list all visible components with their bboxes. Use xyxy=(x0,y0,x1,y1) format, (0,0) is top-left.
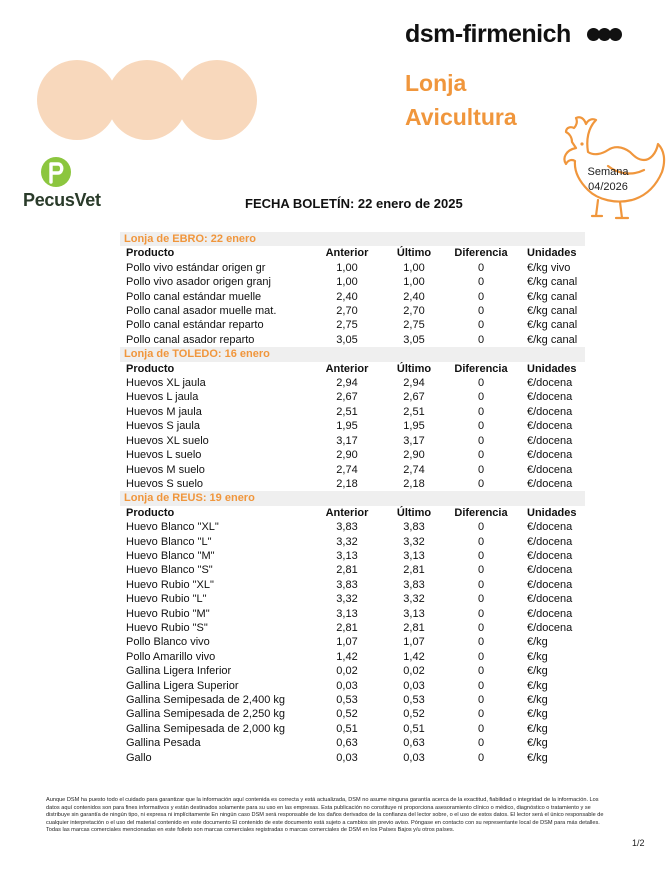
table-row xyxy=(120,549,585,563)
section-title: Lonja de TOLEDO: 16 enero xyxy=(120,347,585,361)
table-cell: 0,51 xyxy=(403,722,425,735)
table-cell: Huevos XL jaula xyxy=(126,377,206,390)
table-cell: 0 xyxy=(477,521,485,534)
table-cell: 0 xyxy=(477,694,485,706)
table-cell: €/docena xyxy=(527,578,573,591)
table-cell: Pollo vivo asador origen granj xyxy=(126,276,271,289)
table-cell: Pollo canal estándar muelle xyxy=(126,290,262,303)
page-title-line2: Avicultura xyxy=(405,104,517,130)
section-title: Lonja de EBRO: 22 enero xyxy=(120,232,585,246)
table-row xyxy=(120,693,585,707)
table-cell: 2,81 xyxy=(336,621,358,634)
table-cell: 3,13 xyxy=(403,607,425,620)
table-cell: 0 xyxy=(477,607,485,620)
table-cell: 2,75 xyxy=(336,319,358,332)
table-cell: 0 xyxy=(477,593,485,606)
table-row xyxy=(120,463,585,477)
column-header: Anterior xyxy=(325,506,369,519)
table-cell: 2,81 xyxy=(403,621,425,634)
table-row xyxy=(120,419,585,433)
table-cell: Huevos L suelo xyxy=(126,449,202,462)
table-cell: €/docena xyxy=(527,434,573,447)
table-cell: 0 xyxy=(477,650,485,663)
week-label-text: Semana xyxy=(587,166,629,178)
table-cell: Gallina Ligera Superior xyxy=(126,679,239,692)
table-cell: 2,94 xyxy=(403,377,425,390)
table-cell: 2,51 xyxy=(403,405,425,418)
table-cell: 3,32 xyxy=(403,535,425,548)
table-cell: Pollo Amarillo vivo xyxy=(126,650,216,663)
table-cell: Huevos L jaula xyxy=(126,391,199,404)
table-cell: 2,81 xyxy=(336,564,358,577)
column-header: Anterior xyxy=(325,362,369,375)
table-cell: €/docena xyxy=(527,405,573,418)
table-cell: 2,74 xyxy=(403,463,425,476)
table-cell: Pollo canal asador muelle mat. xyxy=(126,305,277,318)
table-cell: €/docena xyxy=(527,564,573,577)
table-cell: 2,90 xyxy=(403,449,425,462)
table-row xyxy=(120,333,585,347)
column-header: Producto xyxy=(126,506,175,519)
table-cell: 3,32 xyxy=(336,593,358,606)
table-cell: 3,13 xyxy=(403,549,425,562)
table-cell: Pollo canal asador reparto xyxy=(126,333,255,346)
table-row xyxy=(120,679,585,693)
table-cell: €/kg canal xyxy=(527,333,578,346)
table-row xyxy=(120,707,585,721)
table-row xyxy=(120,275,585,289)
table-cell: €/kg xyxy=(527,636,548,649)
table-cell: 0 xyxy=(477,665,485,678)
column-header-row xyxy=(120,362,585,376)
page-title-line1: Lonja xyxy=(405,70,467,96)
table-cell: 1,00 xyxy=(403,276,425,289)
table-cell: 1,00 xyxy=(336,261,358,274)
table-cell: Gallina Semipesada de 2,000 kg xyxy=(126,722,285,735)
table-cell: 0,53 xyxy=(336,694,358,706)
table-cell: Gallina Pesada xyxy=(126,737,201,750)
table-row xyxy=(120,650,585,664)
column-header: Diferencia xyxy=(454,247,508,260)
table-cell: 2,70 xyxy=(336,305,358,318)
table-cell: 0,03 xyxy=(403,751,425,764)
table-cell: Gallina Semipesada de 2,400 kg xyxy=(126,694,285,706)
table-cell: €/kg canal xyxy=(527,276,578,289)
table-cell: 3,83 xyxy=(403,521,425,534)
section-title: Lonja de REUS: 19 enero xyxy=(120,491,585,505)
table-row xyxy=(120,535,585,549)
table-row xyxy=(120,448,585,462)
table-cell: €/docena xyxy=(527,535,573,548)
table-row xyxy=(120,722,585,736)
table-cell: 0,51 xyxy=(336,722,358,735)
table-cell: Pollo canal estándar reparto xyxy=(126,319,264,332)
table-cell: €/docena xyxy=(527,391,573,404)
table-cell: €/docena xyxy=(527,621,573,634)
table-cell: 0,63 xyxy=(336,737,358,750)
column-header: Producto xyxy=(126,362,175,375)
column-header-row xyxy=(120,506,585,520)
table-row xyxy=(120,621,585,635)
column-header: Unidades xyxy=(527,362,577,375)
table-cell: Huevos S suelo xyxy=(126,477,204,490)
table-cell: Gallina Semipesada de 2,250 kg xyxy=(126,708,285,721)
table-row xyxy=(120,261,585,275)
table-cell: €/kg xyxy=(527,722,548,735)
table-cell: 0 xyxy=(477,578,485,591)
table-cell: 3,32 xyxy=(336,535,358,548)
table-cell: 0 xyxy=(477,463,485,476)
table-cell: 3,83 xyxy=(336,578,358,591)
table-cell: 0 xyxy=(477,290,485,303)
brand-dots-icon xyxy=(587,28,620,46)
hen-icon xyxy=(558,104,669,224)
table-cell: 0 xyxy=(477,535,485,548)
table-cell: €/kg xyxy=(527,708,548,721)
table-cell: €/kg xyxy=(527,751,548,764)
decorative-circle xyxy=(37,60,117,140)
table-row xyxy=(120,290,585,304)
table-row xyxy=(120,520,585,534)
table-cell: Huevo Blanco "S" xyxy=(126,564,213,577)
table-cell: Huevo Rubio "M" xyxy=(126,607,210,620)
table-cell: Gallo xyxy=(126,751,152,764)
table-cell: 0 xyxy=(477,564,485,577)
table-cell: 0 xyxy=(477,276,485,289)
table-cell: 0 xyxy=(477,737,485,750)
table-row xyxy=(120,434,585,448)
table-cell: Huevo Rubio "L" xyxy=(126,593,207,606)
table-cell: €/docena xyxy=(527,377,573,390)
table-cell: Pollo Blanco vivo xyxy=(126,636,210,649)
table-cell: €/kg xyxy=(527,665,548,678)
pecusvet-logo-text: PecusVet xyxy=(23,190,101,210)
table-cell: Huevo Blanco "M" xyxy=(126,549,215,562)
section-header xyxy=(120,491,585,505)
table-cell: €/kg canal xyxy=(527,305,578,318)
table-cell: 0,52 xyxy=(403,708,425,721)
decorative-circle xyxy=(107,60,187,140)
table-cell: 0 xyxy=(477,708,485,721)
table-cell: 0 xyxy=(477,391,485,404)
table-cell: Huevos M jaula xyxy=(126,405,202,418)
pecusvet-logo-icon xyxy=(40,156,72,188)
table-cell: 2,81 xyxy=(403,564,425,577)
table-cell: 2,67 xyxy=(336,391,358,404)
table-row xyxy=(120,592,585,606)
table-cell: €/kg xyxy=(527,650,548,663)
table-cell: 3,17 xyxy=(336,434,358,447)
table-row xyxy=(120,563,585,577)
decorative-circle xyxy=(177,60,257,140)
table-cell: 0 xyxy=(477,377,485,390)
column-header: Unidades xyxy=(527,506,577,519)
table-cell: €/docena xyxy=(527,463,573,476)
table-cell: Huevo Rubio "XL" xyxy=(126,578,214,591)
table-cell: Pollo vivo estándar origen gr xyxy=(126,261,266,274)
table-cell: 2,40 xyxy=(336,290,358,303)
table-cell: 1,42 xyxy=(336,650,358,663)
table-cell: 3,13 xyxy=(336,607,358,620)
column-header: Unidades xyxy=(527,247,577,260)
column-header: Producto xyxy=(126,247,175,260)
table-cell: €/kg xyxy=(527,694,548,706)
table-cell: 3,83 xyxy=(336,521,358,534)
table-cell: 2,18 xyxy=(403,477,425,490)
table-cell: €/docena xyxy=(527,449,573,462)
column-header: Último xyxy=(396,506,432,519)
table-cell: 3,05 xyxy=(403,333,425,346)
week-label xyxy=(584,165,632,195)
table-cell: €/docena xyxy=(527,593,573,606)
table-cell: 0 xyxy=(477,751,485,764)
prices-table xyxy=(120,232,585,765)
bulletin-date: FECHA BOLETÍN: 22 enero de 2025 xyxy=(245,196,463,211)
table-cell: 2,40 xyxy=(403,290,425,303)
table-cell: 0 xyxy=(477,449,485,462)
table-cell: 1,07 xyxy=(336,636,358,649)
table-cell: €/docena xyxy=(527,521,573,534)
table-cell: 0 xyxy=(477,420,485,433)
table-cell: 0,03 xyxy=(336,751,358,764)
table-cell: €/docena xyxy=(527,477,573,490)
table-row xyxy=(120,376,585,390)
table-cell: Gallina Ligera Inferior xyxy=(126,665,232,678)
table-cell: 0 xyxy=(477,636,485,649)
column-header: Último xyxy=(396,247,432,260)
table-cell: 0 xyxy=(477,261,485,274)
table-cell: €/kg xyxy=(527,679,548,692)
disclaimer-text: Aunque DSM ha puesto todo el cuidado para garantizar que la información aquí contenida es correcta y está actualizada, DSM no asume ninguna garantía acerca de la exactitud, fiabilidad o integridad de la información. Los datos aquí contenidos son para fines informativos y están destinados solamente para su uso en las empresas. Esta publicación no constituye ni proporciona asesoramiento clínico o médico, diagnóstico o tratamiento y se distribuye sin garantía de ningún tipo, ni expresa ni implícitamente En ningún caso DSM será responsable de los daños derivados de la confianza del lector sobre, o el uso de estos datos. El lector será el único responsable de cualquier interpretación o el uso del material contenido en este documento El contenido de este documento está sujeto a cambios sin previo aviso. Póngase en contacto con su representante local de DSM para más detalles. Todas las marcas comerciales mencionadas en este folleto son marcas comerciales registradas o marcas comerciales de DSM en los Países Bajos y/u otros países. xyxy=(46,797,604,834)
table-cell: Huevos M suelo xyxy=(126,463,205,476)
table-cell: €/kg vivo xyxy=(527,261,571,274)
table-row xyxy=(120,318,585,332)
table-row xyxy=(120,578,585,592)
table-cell: €/docena xyxy=(527,607,573,620)
table-cell: 3,17 xyxy=(403,434,425,447)
table-cell: 3,05 xyxy=(336,333,358,346)
table-row xyxy=(120,751,585,765)
table-cell: €/kg xyxy=(527,737,548,750)
table-cell: 0 xyxy=(477,319,485,332)
table-cell: 2,90 xyxy=(336,449,358,462)
table-cell: €/kg canal xyxy=(527,319,578,332)
table-cell: 0 xyxy=(477,621,485,634)
table-cell: Huevo Blanco "L" xyxy=(126,535,212,548)
table-cell: 0,02 xyxy=(403,665,425,678)
table-cell: Huevo Blanco "XL" xyxy=(126,521,219,534)
table-cell: 1,00 xyxy=(403,261,425,274)
table-row xyxy=(120,477,585,491)
table-cell: Huevos S jaula xyxy=(126,420,200,433)
table-cell: 2,51 xyxy=(336,405,358,418)
table-cell: 0 xyxy=(477,434,485,447)
table-cell: Huevos XL suelo xyxy=(126,434,209,447)
table-cell: 1,00 xyxy=(336,276,358,289)
table-cell: 0,03 xyxy=(403,679,425,692)
table-cell: 1,07 xyxy=(403,636,425,649)
column-header: Anterior xyxy=(325,247,369,260)
table-row xyxy=(120,664,585,678)
table-row xyxy=(120,390,585,404)
table-cell: Huevo Rubio "S" xyxy=(126,621,208,634)
column-header: Diferencia xyxy=(454,362,508,375)
table-cell: €/docena xyxy=(527,549,573,562)
table-row xyxy=(120,304,585,318)
table-cell: 0 xyxy=(477,722,485,735)
table-cell: 0,53 xyxy=(403,694,425,706)
table-cell: 0,63 xyxy=(403,737,425,750)
table-cell: 1,95 xyxy=(403,420,425,433)
table-cell: 0 xyxy=(477,405,485,418)
table-cell: 3,83 xyxy=(403,578,425,591)
table-cell: 0 xyxy=(477,333,485,346)
week-value: 04/2026 xyxy=(588,181,628,193)
table-cell: 1,95 xyxy=(336,420,358,433)
table-row xyxy=(120,736,585,750)
table-cell: €/kg canal xyxy=(527,290,578,303)
table-row xyxy=(120,405,585,419)
table-cell: 3,13 xyxy=(336,549,358,562)
table-row xyxy=(120,635,585,649)
table-cell: 2,18 xyxy=(336,477,358,490)
table-cell: 2,94 xyxy=(336,377,358,390)
table-cell: 2,70 xyxy=(403,305,425,318)
table-cell: 0 xyxy=(477,477,485,490)
column-header: Último xyxy=(396,362,432,375)
table-cell: 0,52 xyxy=(336,708,358,721)
column-header: Diferencia xyxy=(454,506,508,519)
section-header xyxy=(120,232,585,246)
section-header xyxy=(120,347,585,361)
table-cell: 2,75 xyxy=(403,319,425,332)
table-cell: 2,67 xyxy=(403,391,425,404)
table-cell: 3,32 xyxy=(403,593,425,606)
table-cell: 0,02 xyxy=(336,665,358,678)
column-header-row xyxy=(120,246,585,260)
table-cell: 1,42 xyxy=(403,650,425,663)
brand-logo-text: dsm-firmenich xyxy=(405,20,571,48)
table-cell: 0 xyxy=(477,549,485,562)
table-cell: 0,03 xyxy=(336,679,358,692)
table-cell: €/docena xyxy=(527,420,573,433)
table-cell: 0 xyxy=(477,305,485,318)
page-number: 1/2 xyxy=(632,838,645,848)
table-row xyxy=(120,607,585,621)
table-cell: 2,74 xyxy=(336,463,358,476)
table-cell: 0 xyxy=(477,679,485,692)
